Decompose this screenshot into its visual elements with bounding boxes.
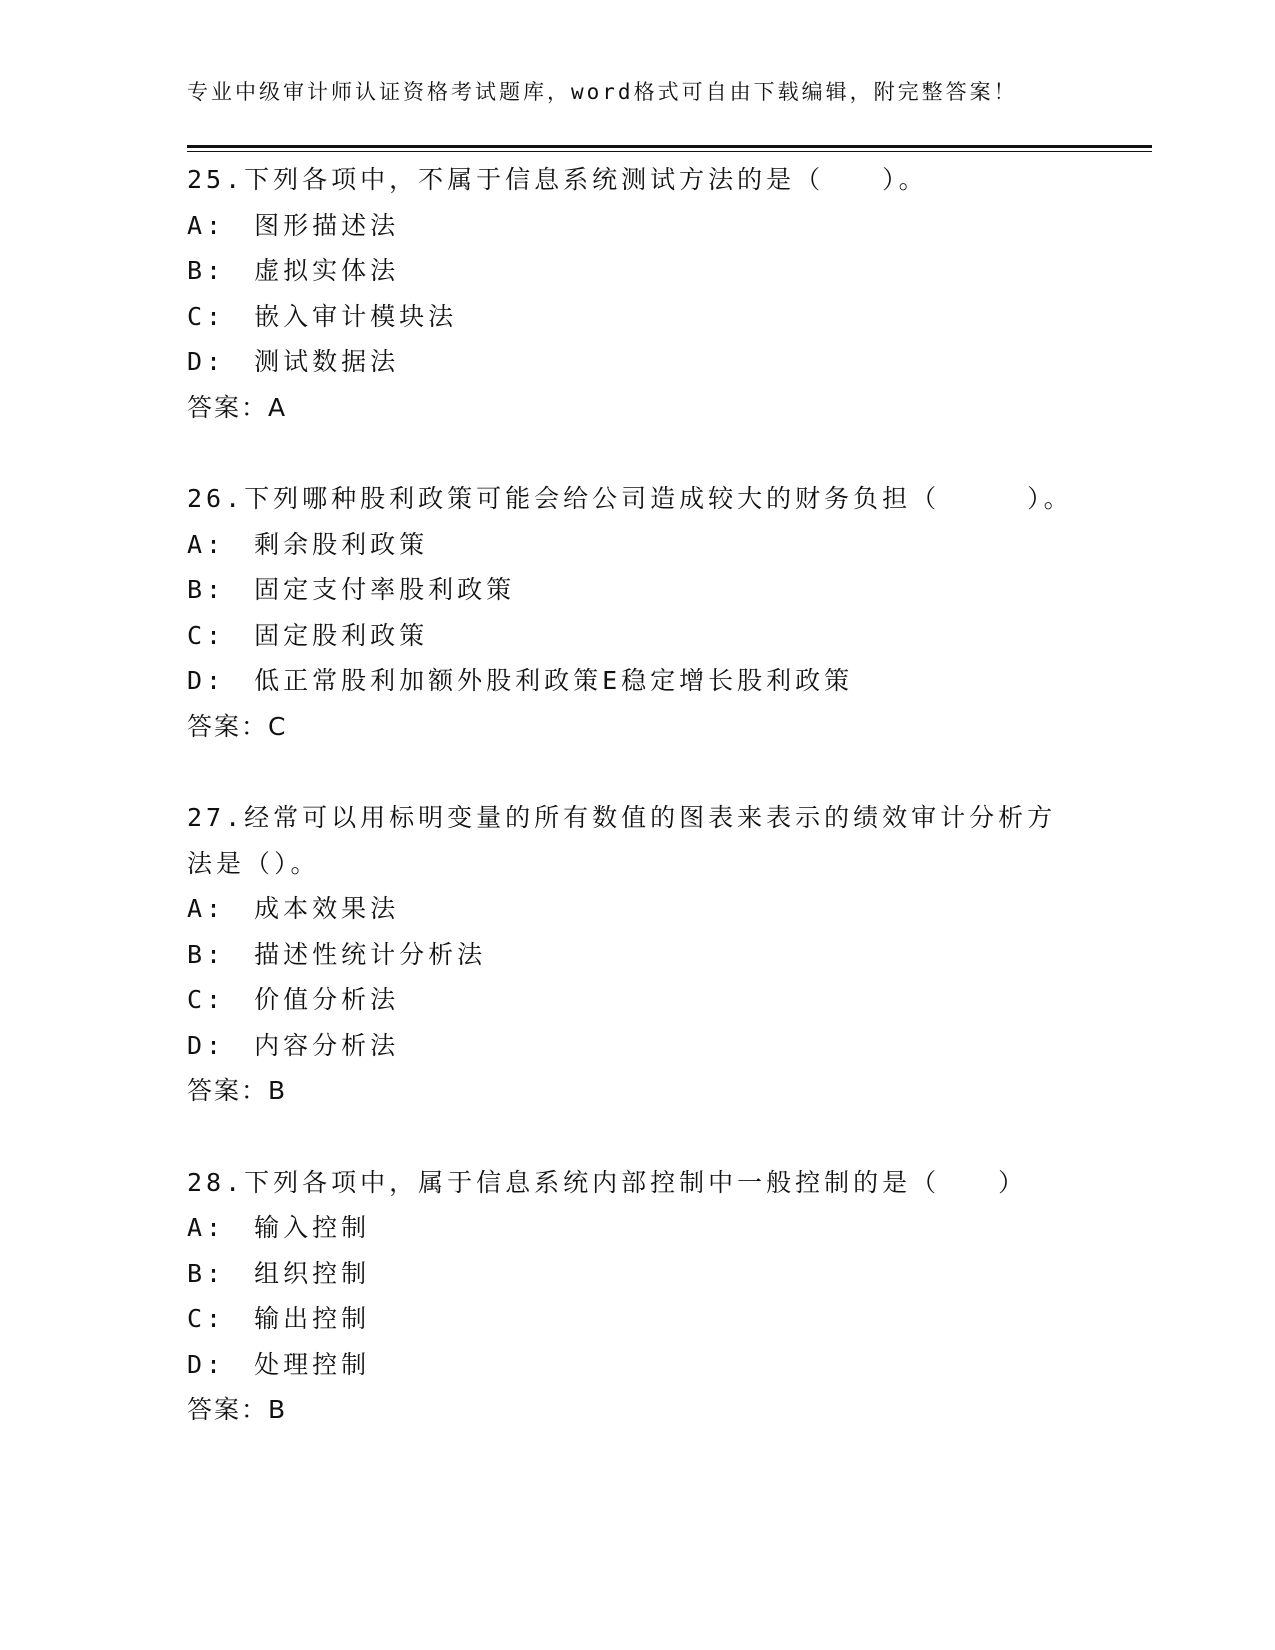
answer-line: 答案：B	[187, 1076, 288, 1105]
answer-line: 答案：C	[187, 711, 288, 741]
option-b: B: 描述性统计分析法	[187, 939, 487, 969]
option-a: A: 输入控制	[187, 1213, 371, 1242]
option-c: C: 嵌入审计模块法	[187, 301, 458, 331]
question-stem: 27.经常可以用标明变量的所有数值的图表来表示的绩效审计分析方法是（）。	[187, 803, 1057, 878]
question-stem: 25.下列各项中，不属于信息系统测试方法的是（ ）。	[187, 165, 928, 194]
option-d: D: 内容分析法	[187, 1030, 400, 1060]
question-25	[187, 157, 1087, 430]
header-rule-thick	[187, 145, 1152, 148]
question-28	[187, 1160, 1087, 1433]
option-d: D: 低正常股利加额外股利政策E稳定增长股利政策	[187, 666, 854, 695]
option-c: C: 输出控制	[187, 1304, 371, 1333]
option-c: C: 价值分析法	[187, 985, 400, 1014]
header-rule-thin	[187, 151, 1152, 152]
answer-line: 答案：A	[187, 392, 288, 422]
option-a: A: 图形描述法	[187, 210, 400, 240]
page-header: 专业中级审计师认证资格考试题库，word格式可自由下载编辑，附完整答案！	[187, 80, 1018, 104]
option-b: B: 组织控制	[187, 1258, 371, 1288]
option-d: D: 处理控制	[187, 1349, 371, 1379]
option-a: A: 剩余股利政策	[187, 529, 429, 559]
option-b: B: 固定支付率股利政策	[187, 575, 516, 604]
option-a: A: 成本效果法	[187, 894, 400, 923]
option-d: D: 测试数据法	[187, 347, 400, 376]
question-stem: 26.下列哪种股利政策可能会给公司造成较大的财务负担（ ）。	[187, 484, 1073, 513]
question-stem: 28.下列各项中，属于信息系统内部控制中一般控制的是（ ）	[187, 1167, 1028, 1197]
question-list	[187, 157, 1087, 1479]
question-27	[187, 795, 1087, 1114]
question-26	[187, 476, 1087, 749]
option-b: B: 虚拟实体法	[187, 256, 400, 285]
option-c: C: 固定股利政策	[187, 620, 429, 650]
answer-line: 答案：B	[187, 1395, 288, 1424]
